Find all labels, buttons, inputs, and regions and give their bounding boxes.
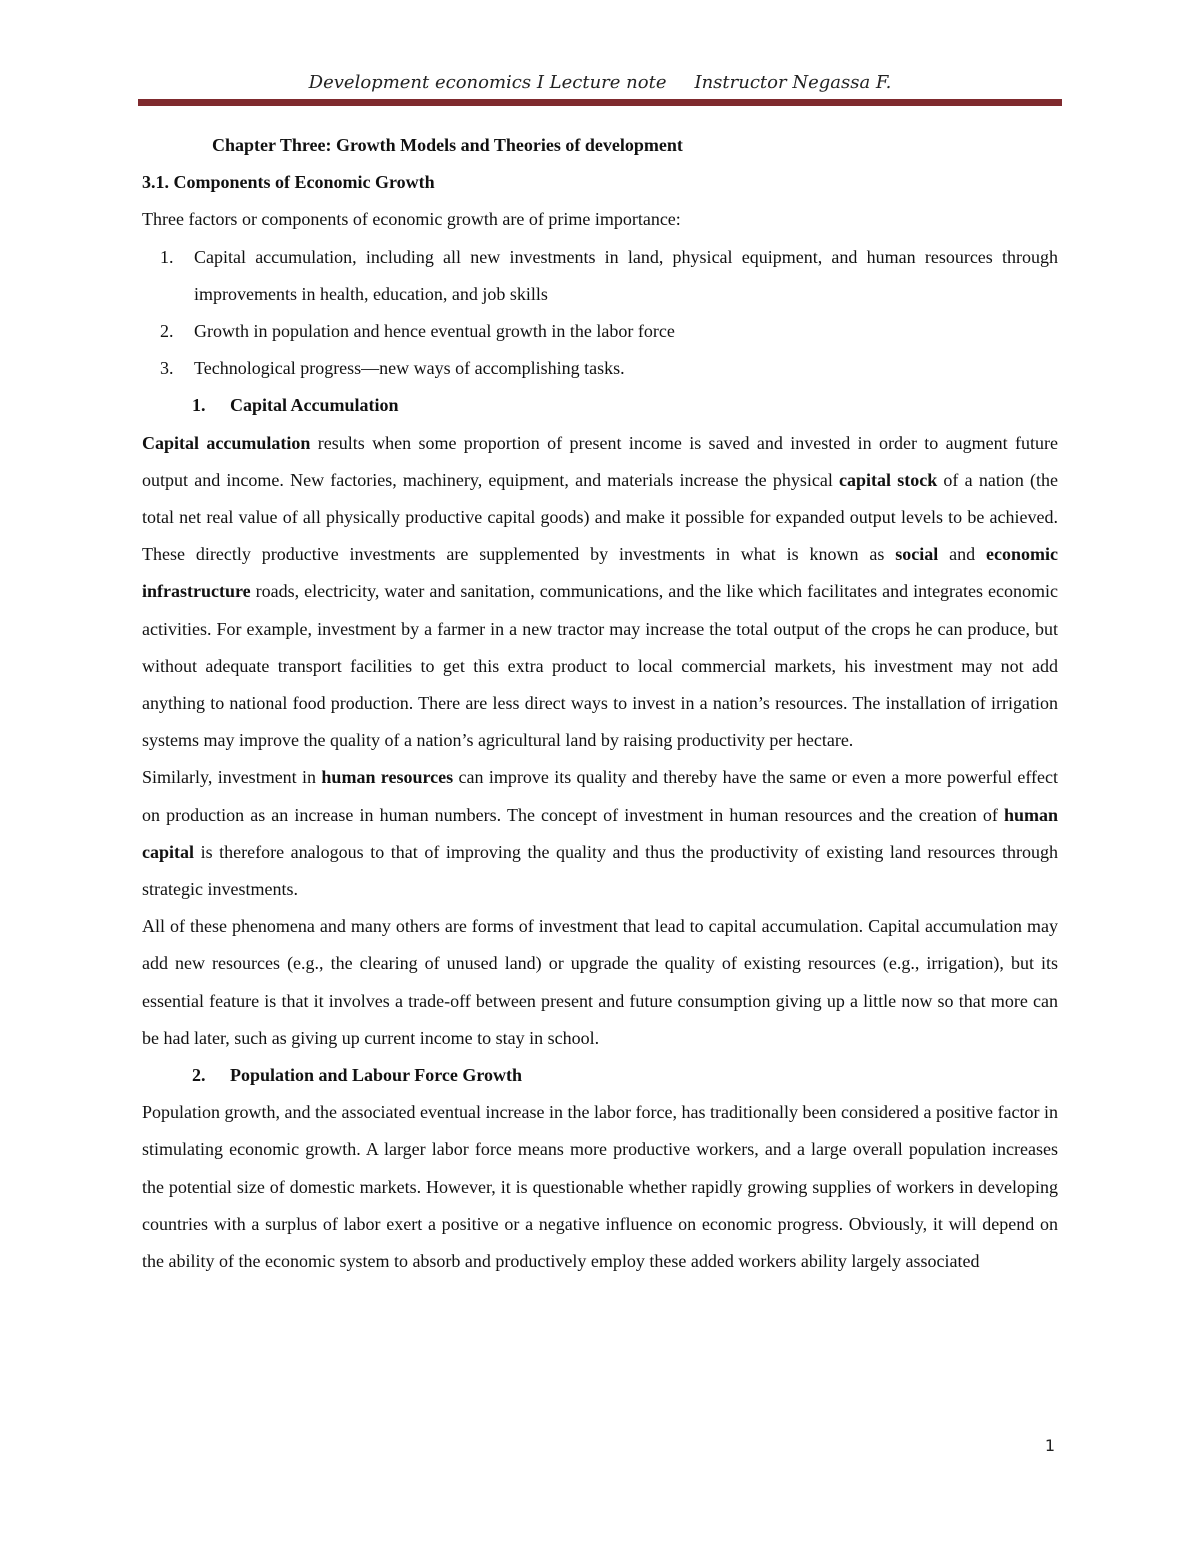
list-item bbox=[142, 350, 1058, 387]
paragraph-human-resources: Similarly, investment in human resources can improve its quality and thereby have the same or even a more powerful effect on production as an increase in human numbers. The concept of investment in human resources and the creation of human capital is therefore analogous to that of improving the quality and thus the productivity of existing land resources through strategic investments. bbox=[142, 767, 1059, 900]
subheading-capital-accumulation: 1. Capital Accumulation bbox=[192, 395, 399, 416]
list-item-text: Technological progress—new ways of accomplishing tasks. bbox=[194, 358, 625, 379]
list-item-number: 1. bbox=[160, 246, 174, 267]
list-item-text: Capital accumulation, including all new investments in land, physical equipment, and human resources through improvements in health, education, and job skills bbox=[194, 246, 1058, 304]
header-rule bbox=[138, 99, 1062, 106]
header-course: Development economics I Lecture note bbox=[308, 72, 667, 93]
paragraph-capital-accumulation: Capital accumulation results when some proportion of present income is saved and invested in order to augment future output and income. New factories, machinery, equipment, and materials increase the physical capital stock of a nation (the total net real value of all physically productive capital goods) and make it possible for expanded output levels to be achieved. These directly productive investments are supplemented by investments in what is known as social and economic infrastructure roads, electricity, water and sanitation, communications, and the like which facilitates and integrates economic activities. For example, investment by a farmer in a new tractor may increase the total output of the crops he can produce, but without adequate transport facilities to get this extra product to local commercial markets, his investment may not add anything to national food production. There are less direct ways to invest in a nation’s resources. The installation of irrigation systems may improve the quality of a nation’s agricultural land by raising productivity per hectare. bbox=[142, 432, 1059, 751]
list-item bbox=[142, 313, 1058, 350]
header-instructor: Instructor Negassa F. bbox=[694, 72, 892, 93]
document-body bbox=[142, 127, 1058, 1280]
running-header bbox=[138, 72, 1062, 93]
section-title: 3.1. Components of Economic Growth bbox=[142, 172, 435, 193]
chapter-title: Chapter Three: Growth Models and Theories of development bbox=[212, 135, 683, 155]
page-number: 1 bbox=[1044, 1436, 1055, 1455]
subheading-population-growth: 2. Population and Labour Force Growth bbox=[192, 1065, 523, 1086]
list-item bbox=[142, 239, 1058, 313]
components-list bbox=[142, 239, 1058, 388]
section-intro: Three factors or components of economic growth are of prime importance: bbox=[142, 209, 681, 230]
paragraph-investment-forms: All of these phenomena and many others are forms of investment that lead to capital accumulation. Capital accumulation may add new resources (e.g., the clearing of unused land) or upgrade the quality of existing resources (e.g., irrigation), but its essential feature is that it involves a trade-off between present and future consumption giving up a little now so that more can be had later, such as giving up current income to stay in school. bbox=[142, 916, 1058, 1048]
paragraph-population-growth: Population growth, and the associated eventual increase in the labor force, has traditionally been considered a positive factor in stimulating economic growth. A larger labor force means more productive workers, and a large overall population increases the potential size of domestic markets. However, it is questionable whether rapidly growing supplies of workers in developing countries with a surplus of labor exert a positive or a negative influence on economic progress. Obviously, it will depend on the ability of the economic system to absorb and productively employ these added workers ability largely associated bbox=[142, 1102, 1058, 1272]
list-item-number: 3. bbox=[160, 358, 174, 379]
list-item-number: 2. bbox=[160, 321, 174, 342]
list-item-text: Growth in population and hence eventual growth in the labor force bbox=[194, 321, 675, 342]
